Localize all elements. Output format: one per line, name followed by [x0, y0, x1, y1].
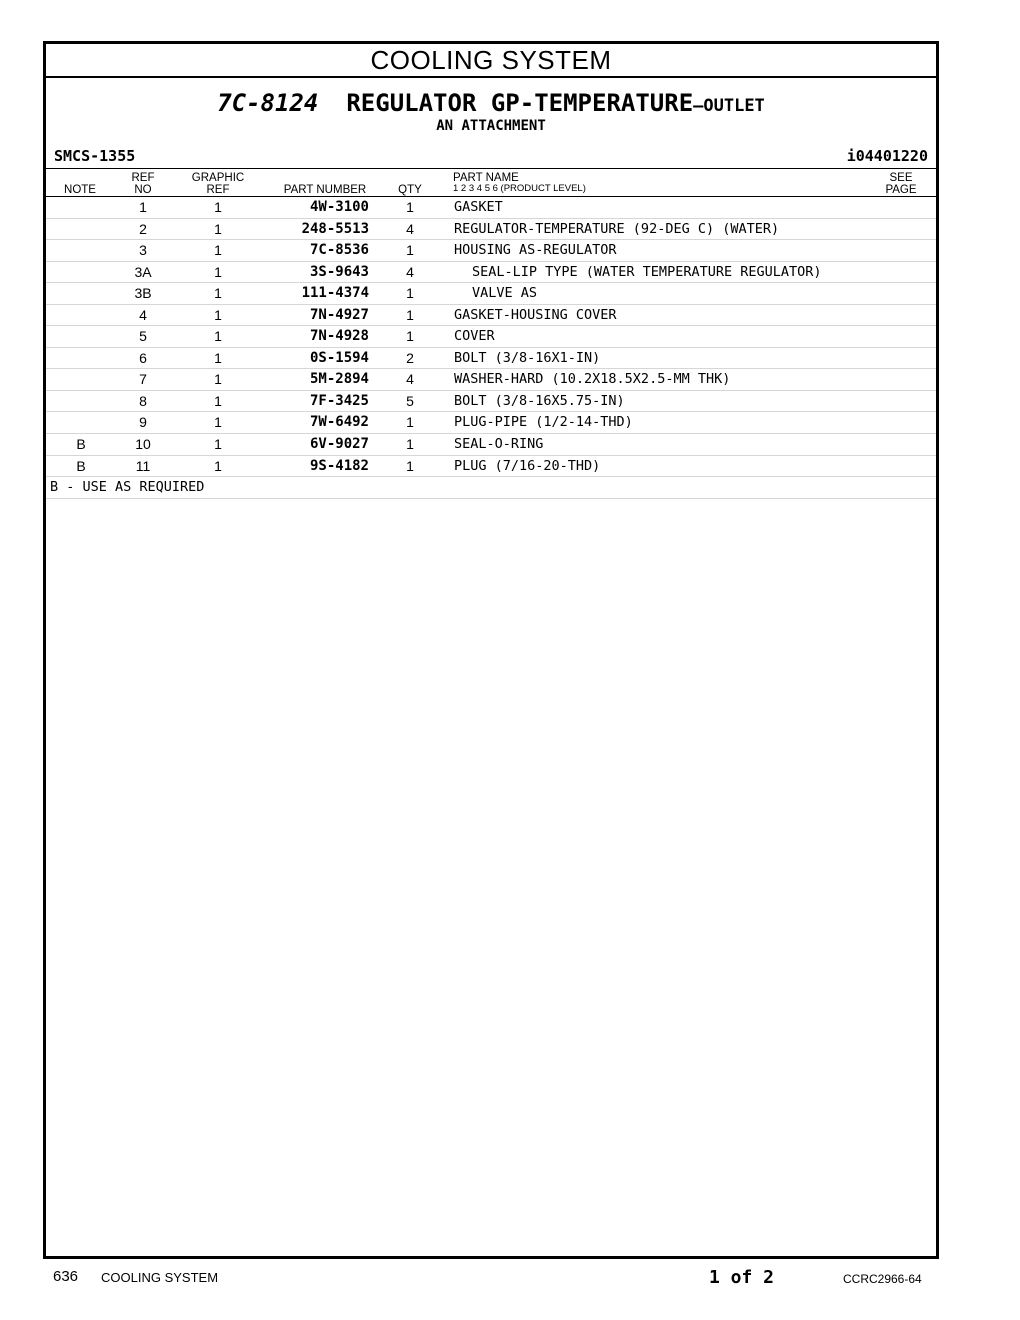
part-name-cell: WASHER-HARD (10.2X18.5X2.5-MM THK) — [454, 371, 731, 388]
page-subtitle: AN ATTACHMENT — [436, 118, 546, 134]
header-graphic-bottom: REF — [206, 184, 230, 196]
smcs-code: SMCS-1355 — [54, 147, 136, 165]
page-frame — [43, 41, 939, 1259]
qty-cell: 1 — [406, 306, 414, 323]
table-row — [46, 412, 936, 434]
part-name-cell: HOUSING AS-REGULATOR — [454, 242, 617, 259]
part-name-cell: GASKET-HOUSING COVER — [454, 306, 617, 323]
title-name: REGULATOR GP-TEMPERATURE — [346, 89, 694, 117]
part-name-cell: BOLT (3/8-16X5.75-IN) — [454, 392, 625, 409]
table-row — [46, 369, 936, 391]
header-product-levels: 1 2 3 4 5 6 (PRODUCT LEVEL) — [453, 183, 586, 194]
graphic-ref-cell: 1 — [214, 199, 222, 215]
parts-table-body — [46, 197, 936, 477]
note-cell: B — [76, 436, 86, 453]
table-row — [46, 305, 936, 327]
graphic-ref-cell: 1 — [214, 414, 222, 431]
part-number-cell: 3S-9643 — [309, 263, 369, 280]
part-number-cell: 7F-3425 — [309, 392, 369, 409]
table-row — [46, 283, 936, 305]
part-name-cell: PLUG-PIPE (1/2-14-THD) — [454, 414, 633, 431]
ref-number-cell: 11 — [135, 457, 151, 474]
graphic-ref-cell: 1 — [214, 436, 222, 453]
ref-number-cell: 3 — [139, 242, 147, 259]
qty-cell: 4 — [406, 220, 414, 237]
footer-page-number: 636 — [53, 1268, 79, 1285]
qty-cell: 1 — [406, 414, 414, 431]
part-number-cell: 5M-2894 — [309, 371, 369, 388]
table-row — [46, 391, 936, 413]
qty-cell: 4 — [406, 263, 414, 280]
table-row — [46, 326, 936, 348]
part-number-cell: 248-5513 — [301, 220, 369, 237]
graphic-ref-cell: 1 — [214, 349, 222, 366]
graphic-ref-cell: 1 — [214, 285, 222, 302]
footer-section: COOLING SYSTEM — [101, 1270, 219, 1285]
note-cell: B — [76, 457, 86, 474]
graphic-ref-cell: 1 — [214, 328, 222, 345]
footer-code: CCRC2966-64 — [843, 1272, 922, 1286]
ref-number-cell: 10 — [135, 436, 151, 453]
ref-number-cell: 8 — [139, 392, 147, 409]
table-row — [46, 434, 936, 456]
header-see-top: SEE — [889, 172, 913, 184]
qty-cell: 4 — [406, 371, 414, 388]
footnote: B - USE AS REQUIRED — [50, 479, 205, 496]
part-number-cell: 4W-3100 — [309, 199, 369, 215]
part-name-cell: SEAL-LIP TYPE (WATER TEMPERATURE REGULATOR) — [472, 263, 822, 280]
part-name-cell: BOLT (3/8-16X1-IN) — [454, 349, 601, 366]
part-name-cell: REGULATOR-TEMPERATURE (92-DEG C) (WATER) — [454, 220, 780, 237]
part-number-cell: 9S-4182 — [309, 457, 369, 474]
part-name-cell: PLUG (7/16-20-THD) — [454, 457, 601, 474]
table-row — [46, 197, 936, 219]
table-row — [46, 240, 936, 262]
ref-number-cell: 7 — [139, 371, 147, 388]
header-note: NOTE — [64, 184, 96, 196]
qty-cell: 1 — [406, 199, 414, 215]
part-number-cell: 7N-4927 — [309, 306, 369, 323]
part-number-cell: 0S-1594 — [309, 349, 369, 366]
graphic-ref-cell: 1 — [214, 220, 222, 237]
ref-number-cell: 5 — [139, 328, 147, 345]
part-number-cell: 6V-9027 — [309, 436, 369, 453]
ref-number-cell: 3A — [134, 263, 152, 280]
part-number-cell: 111-4374 — [301, 285, 369, 302]
table-row — [46, 456, 936, 478]
graphic-ref-cell: 1 — [214, 392, 222, 409]
header-part-name: PART NAME — [453, 172, 519, 184]
document-id: i04401220 — [846, 147, 928, 165]
qty-cell: 1 — [406, 457, 414, 474]
ref-number-cell: 6 — [139, 349, 147, 366]
part-name-cell: VALVE AS — [472, 285, 538, 302]
qty-cell: 1 — [406, 436, 414, 453]
header-see-bottom: PAGE — [885, 184, 917, 196]
title-part-number: 7C-8124 — [217, 89, 319, 117]
ref-number-cell: 4 — [139, 306, 147, 323]
ref-number-cell: 9 — [139, 414, 147, 431]
parts-table — [46, 197, 936, 499]
qty-cell: 1 — [406, 285, 414, 302]
part-name-cell: COVER — [454, 328, 495, 345]
header-part-number: PART NUMBER — [283, 184, 367, 196]
part-name-cell: SEAL-O-RING — [454, 436, 544, 453]
ref-number-cell: 2 — [139, 220, 147, 237]
ref-number-cell: 1 — [139, 199, 147, 215]
header-ref-bottom: NO — [134, 184, 152, 196]
footnote-row — [46, 477, 936, 499]
qty-cell: 5 — [406, 392, 414, 409]
part-number-cell: 7C-8536 — [309, 242, 369, 259]
page-title — [46, 88, 936, 121]
part-number-cell: 7W-6492 — [309, 414, 369, 431]
part-number-cell: 7N-4928 — [309, 328, 369, 345]
qty-cell: 2 — [406, 349, 414, 366]
table-row — [46, 348, 936, 370]
divider — [46, 168, 936, 169]
graphic-ref-cell: 1 — [214, 457, 222, 474]
ref-number-cell: 3B — [134, 285, 152, 302]
qty-cell: 1 — [406, 328, 414, 345]
title-suffix: –OUTLET — [693, 96, 765, 116]
header-qty: QTY — [398, 184, 422, 196]
section-title: COOLING SYSTEM — [46, 44, 936, 78]
header-graphic-top: GRAPHIC — [191, 172, 245, 184]
table-row — [46, 262, 936, 284]
graphic-ref-cell: 1 — [214, 263, 222, 280]
footer-page-count: 1 of 2 — [709, 1267, 775, 1288]
table-row — [46, 219, 936, 241]
qty-cell: 1 — [406, 242, 414, 259]
graphic-ref-cell: 1 — [214, 306, 222, 323]
part-name-cell: GASKET — [454, 199, 503, 215]
graphic-ref-cell: 1 — [214, 371, 222, 388]
graphic-ref-cell: 1 — [214, 242, 222, 259]
header-ref-top: REF — [131, 172, 155, 184]
